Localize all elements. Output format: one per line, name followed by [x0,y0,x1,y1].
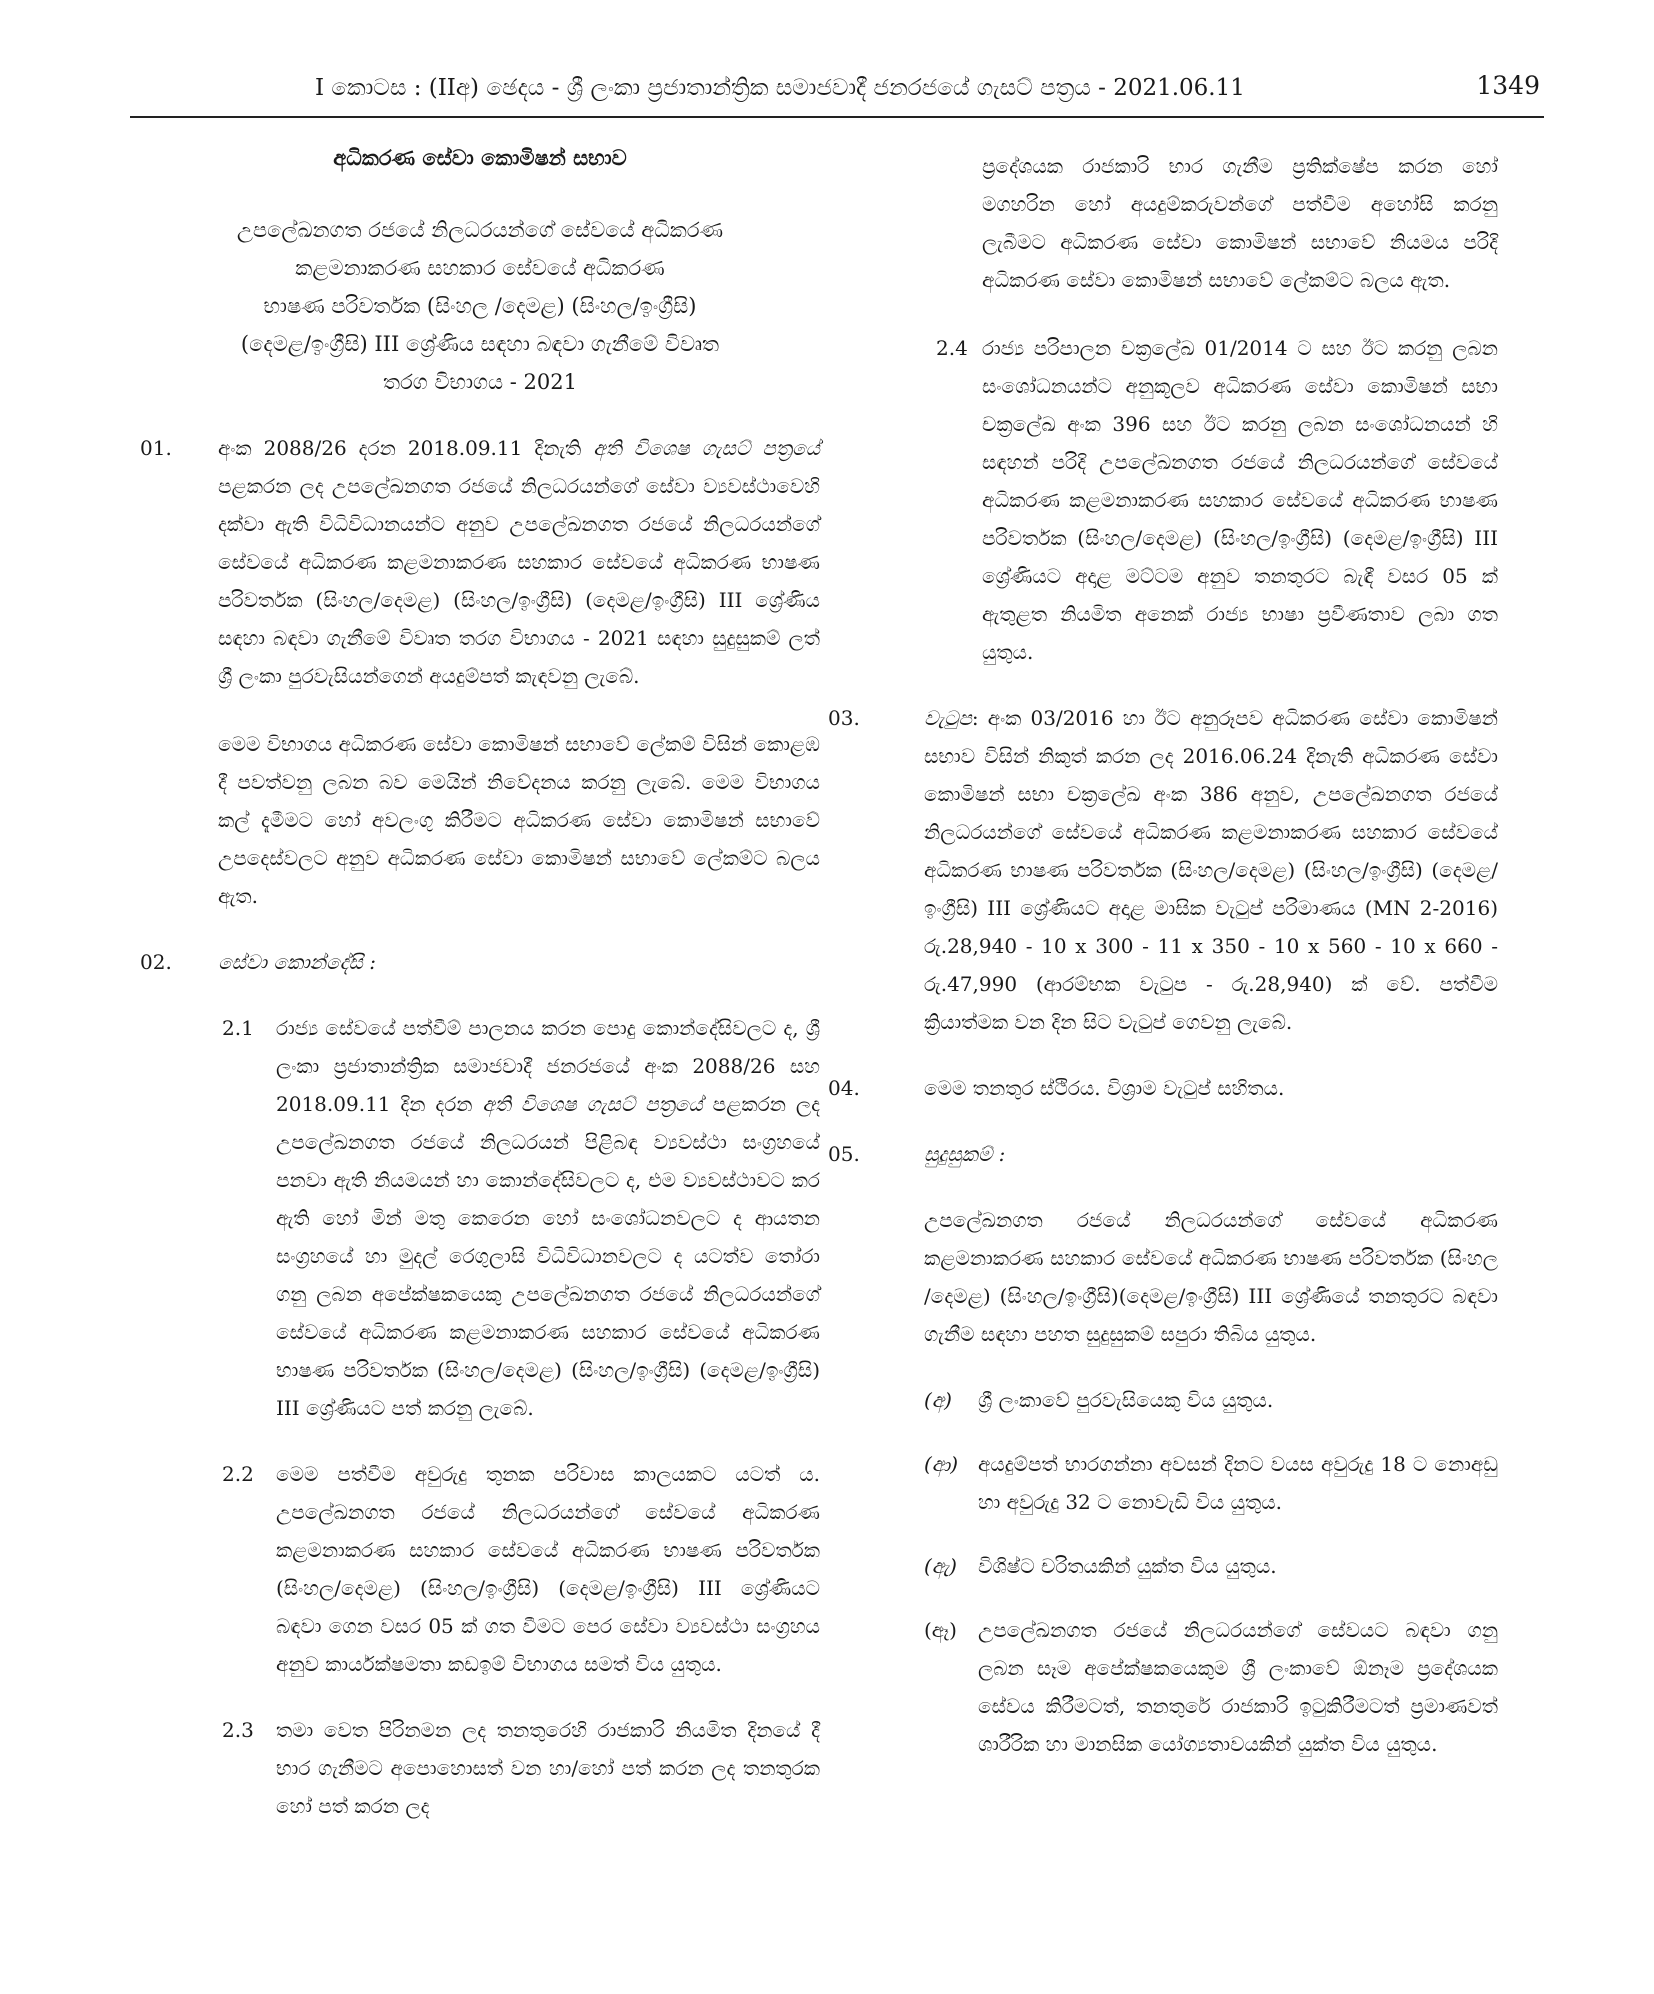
qualification-text: විශිෂ්ට චරිතයකින් යුක්ත විය යුතුය. [978,1554,1277,1578]
subsection-text: රාජ්‍ය පරිපාලන චක්‍රලේඛ 01/2014 ට සහ ඊට කරනු ලබන සංශෝධනයන්ට අනුකූලව අධිකරණ සේවා කොමිෂන් සභා චක්‍රලේඛ අංක 396 සහ ඊට කරනු ලබන සංශෝධනයන් හි සඳහන් පරිදි උපලේඛනගත රජයේ නිලධරයන්ගේ සේවයේ අධිකරණ කළමනාකරණ සහකාර සේවයේ අධිකරණ භාෂණ පරිවර්තක (සිංහල/දෙමළ) (සිංහල/ඉංග්‍රීසි) (දෙමළ/ඉංග්‍රීසි) III ශ්‍රේණියට අදාළ මට්ටම අනුව තනතුරට බැඳී වසර 05 ක් ඇතුළත නියමිත අනෙක් රාජ්‍ය භාෂා ප්‍රවීණතාව ලබා ගත යුතුය. [982,336,1498,664]
section-number: 02. [140,950,172,974]
exam-conduct-paragraph: මෙම විභාගය අධිකරණ සේවා කොමිෂන් සභාවේ ලේකම් විසින් කොළඹ දී පවත්වනු ලබන බව මෙයින් නිවේදනය කරනු ලැබේ. මෙම විභාගය කල් දැමීමට හෝ අවලංගු කිරීමට අධිකරණ සේවා කොමිෂන් සභාවේ උපදෙස්වලට අනුව අධිකරණ සේවා කොමිෂන් සභාවේ ලේකම්ට බලය ඇත. [218,732,820,908]
qualification-number: (ඈ) [924,1618,957,1642]
qualification-number: (ආ) [924,1452,959,1476]
section-number: 04. [828,1076,860,1100]
subsection-number: 2.3 [222,1718,254,1742]
section-number: 05. [828,1142,860,1166]
qualification-aee [924,1611,1498,1763]
left-column [140,137,820,1825]
qualification-text: උපලේඛනගත රජයේ නිලධරයන්ගේ සේවයට බඳවා ගනු ලබන සෑම අපේක්ෂකයෙකුම ශ්‍රී ලංකාවේ ඕනෑම ප්‍රදේශයක සේවය කිරීමටත්, තනතුරේ රාජකාරි ඉටුකිරීමටත් ප්‍රමාණවත් ශාරීරික හා මානසික යෝග්‍යතාවයකින් යුක්ත විය යුතුය. [978,1618,1498,1756]
section-number: 01. [140,436,172,460]
exam-title [140,211,820,401]
exam-title-line: උපලේඛනගත රජයේ නිලධරයන්ගේ සේවයේ අධිකරණ [236,218,724,242]
page-number: 1349 [1476,71,1540,100]
subsection-number: 2.1 [222,1016,254,1040]
subsection-number: 2.2 [222,1462,254,1486]
qualification-a [924,1381,1498,1419]
right-column [828,137,1498,1763]
exam-title-line: භාෂණ පරිවර්තක (සිංහල /දෙමළ) (සිංහල/ඉංග්‍රීසි) [263,294,697,318]
qualification-text: ශ්‍රී ලංකාවේ පුරවැසියෙකු විය යුතුය. [978,1388,1274,1412]
text-run: රාජ්‍ය සේවයේ පත්වීම් පාලනය කරන පොදු කොන්දේසිවලට ද, ශ්‍රී ලංකා ප්‍රජාතාන්ත්‍රික සමාජවාදී ජනරජයේ අංක 2088/26 සහ 2018.09.11 දින දරන [276,1016,820,1116]
section-text: මෙම තනතුර ස්ථිරය. විශ්‍රාම වැටුප් සහිතය. [924,1076,1285,1100]
text-run: පළකරන ලද උපලේඛනගත රජයේ නිලධරයන්ගේ සේවා ව්‍යවස්ථාවෙහි දක්වා ඇති විධිවිධානයන්ට අනුව උපලේඛනගත රජයේ නිලධරයන්ගේ සේවයේ අධිකරණ කළමනාකරණ සහකාර සේවයේ අධිකරණ භාෂණ පරිවර්තක (සිංහල/දෙමළ) (සිංහල/ඉංග්‍රීසි) (දෙමළ/ඉංග්‍රීසි) III ශ්‍රේණිය සඳහා බඳවා ගැනීමේ විවෘත තරග විභාගය - 2021 සඳහා සුදුසුකම් ලත් ශ්‍රී ලංකා පුරවැසියන්ගෙන් අයදුම්පත් කැඳවනු ලැබේ. [218,474,820,688]
section-text [924,699,1498,1041]
subsection-2-1 [222,1009,820,1427]
section-text [218,429,820,695]
section-label: සේවා කොන්දේසි : [218,950,376,974]
gazette-header-title: I කොටස : (IIඅ) ඡෙදය - ශ්‍රී ලංකා ප්‍රජාතාන්ත්‍රික සමාජවාදී ජනරජයේ ගැසට් පත්‍රය - 2021.06.11 [315,75,1245,101]
text-run: පළකරන ලද උපලේඛනගත රජයේ නිලධරයන් පිළිබඳ ව්‍යවස්ථා සංග්‍රහයේ පනවා ඇති නියමයන් හා කොන්දේසිවලට ද, එම ව්‍යවස්ථාවට කර ඇති හෝ මින් මතු කෙරෙන හෝ සංශෝධනවලට ද ආයතන සංග්‍රහයේ හා මුදල් රෙගුලාසි විධිවිධානවලට ද යටත්ව තෝරා ගනු ලබන අපේක්ෂකයෙකු උපලේඛනගත රජයේ නිලධරයන්ගේ සේවයේ අධිකරණ කළමනාකරණ සහකාර සේවයේ අධිකරණ භාෂණ පරිවර්තක (සිංහල/දෙමළ) (සිංහල/ඉංග්‍රීසි) (දෙමළ/ඉංග්‍රීසි) III ශ්‍රේණියට පත් කරනු ලැබේ. [276,1092,821,1420]
qualification-number: (ඇ) [924,1554,957,1578]
subsection-text: තමා වෙත පිරිනමන ලද තනතුරෙහි රාජකාරි නියමිත දිනයේ දී භාර ගැනීමට අපොහොසත් වන හා/හෝ පත් කරන ලද තනතුරක හෝ පත් කරන ලද [276,1718,820,1818]
subsection-text: මෙම පත්වීම අවුරුදු තුනක පරිවාස කාලයකට යටත් ය. උපලේඛනගත රජයේ නිලධරයන්ගේ සේවයේ අධිකරණ කළමනාකරණ සහකාර සේවයේ අධිකරණ භාෂණ පරිවර්තක (සිංහල/දෙමළ) (සිංහල/ඉංග්‍රීසි) (දෙමළ/ඉංග්‍රීසි) III ශ්‍රේණියට බඳවා ගෙන වසර 05 ක් ගත වීමට පෙර සේවා ව්‍යවස්ථා සංග්‍රහය අනුව කාර්යක්ෂමතා කඩඉම් විභාගය සමත් විය යුතුය. [276,1462,820,1676]
subsection-2-4 [936,329,1498,671]
subsection-2-2 [222,1455,820,1683]
gazette-name-italic: අති විශෙෂ ගැසට් පත්‍රයේ [593,436,820,460]
subsection-text [276,1009,820,1427]
qualification-text: අයදුම්පත් භාරගන්නා අවසන් දිනට වයස අවුරුදු 18 ට නොඅඩු හා අවුරුදු 32 ට නොවැඩි විය යුතුය. [978,1452,1498,1514]
section-number: 03. [828,706,860,730]
section-03 [828,699,1498,1041]
section-label: සුදුසුකම් : [924,1142,1006,1166]
subsection-number: 2.4 [936,336,968,360]
text-run: අංක 2088/26 දරන 2018.09.11 දිනැති [218,436,594,460]
text-run: : අංක 03/2016 හා ඊට අනුරූපව අධිකරණ සේවා කොමිෂන් සභාව විසින් නිකුත් කරන ලද 2016.06.24 දිනැති අධිකරණ සේවා කොමිෂන් සභා චක්‍රලේඛ අංක 386 අනුව, උපලේඛනගත රජයේ නිලධරයන්ගේ සේවයේ අධිකරණ කළමනාකරණ සහකාර සේවයේ අධිකරණ භාෂණ පරිවර්තක (සිංහල/දෙමළ) (සිංහල/ඉංග්‍රීසි) (දෙමළ/ඉංග්‍රීසි) III ශ්‍රේණියට අදාළ මාසික වැටුප් පරිමාණය (MN 2-2016) රු.28,940 - 10 x 300 - 11 x 350 - 10 x 560 - 10 x 660 - රු.47,990 (ආරම්භක වැටුප - රු.28,940) ක් වේ. පත්වීම ක්‍රියාත්මක වන දින සිට වැටුප් ගෙවනු ලැබේ. [924,706,1498,1034]
gazette-name-italic: අති විශෙෂ ගැසට් පත්‍රයේ [482,1092,703,1116]
section-02 [140,943,820,981]
section-05 [828,1135,1498,1173]
exam-title-line: තරග විභාගය - 2021 [383,370,577,394]
salary-label: වැටුප [924,706,972,730]
section-04 [828,1069,1498,1107]
subsection-2-3 [222,1711,820,1825]
qualification-aa [924,1445,1498,1521]
subsection-2-3-continued: ප්‍රදේශයක රාජකාරි භාර ගැනීම ප්‍රතික්ෂේප කරන හෝ මගහරින හෝ අයදුම්කරුවන්ගේ පත්වීම අහෝසි කරනු ලැබීමට අධිකරණ සේවා කොමිෂන් සභාවේ නියමය පරිදි අධිකරණ සේවා කොමිෂන් සභාවේ ලේකම්ට බලය ඇත. [982,154,1498,292]
exam-title-line: කළමනාකරණ සහකාර සේවයේ අධිකරණ [295,256,665,280]
qualifications-intro: උපලේඛනගත රජයේ නිලධරයන්ගේ සේවයේ අධිකරණ කළමනාකරණ සහකාර සේවයේ අධිකරණ භාෂණ පරිවර්තක (සිංහල /දෙමළ) (සිංහල/ඉංග්‍රීසි)(දෙමළ/ඉංග්‍රීසි) III ශ්‍රේණියේ තනතුරට බඳවා ගැනීම සඳහා පහත සුදුසුකම් සපුරා තිබිය යුතුය. [924,1208,1498,1346]
qualification-ae [924,1547,1498,1585]
qualification-number: (අ) [924,1388,952,1412]
exam-title-line: (දෙමළ/ඉංග්‍රීසි) III ශ්‍රේණිය සඳහා බඳවා ගැනීමේ විවෘත [240,332,720,356]
commission-heading: අධිකරණ සේවා කොමිෂන් සභාව [333,145,627,170]
header-rule [130,116,1544,118]
section-01 [140,429,820,695]
